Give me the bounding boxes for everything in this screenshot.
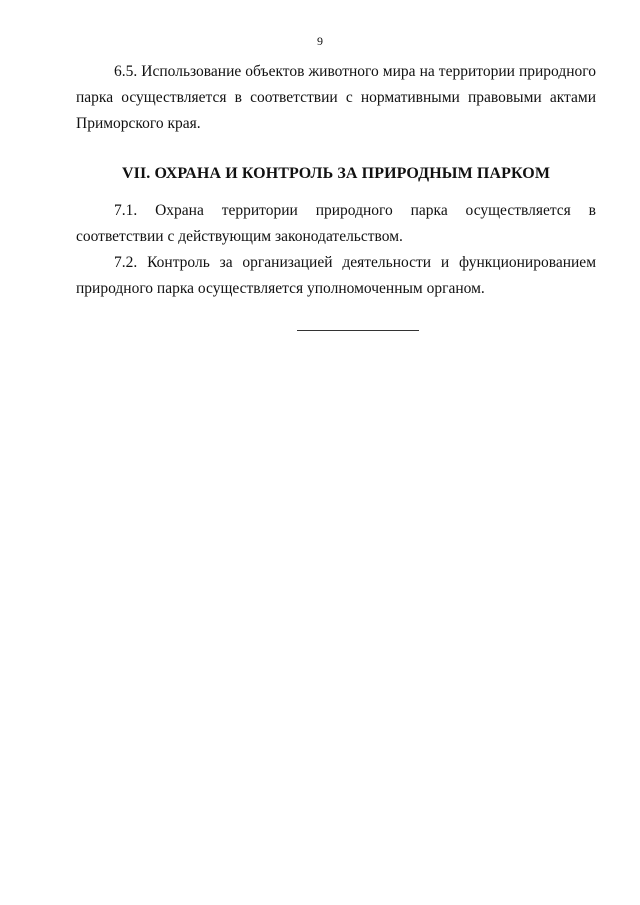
paragraph-6-5: 6.5. Использование объектов животного мира на территории природного парка осуществляется в соответствии с нормативными правовыми актами Приморского края. xyxy=(76,63,596,132)
paragraph-7-2: 7.2. Контроль за организацией деятельности и функционированием природного парка осуществляется уполномоченным органом. xyxy=(76,254,596,297)
paragraph-7-1: 7.1. Охрана территории природного парка осуществляется в соответствии с действующим законодательством. xyxy=(76,202,596,245)
section-heading-7: VII. ОХРАНА И КОНТРОЛЬ ЗА ПРИРОДНЫМ ПАРКОМ xyxy=(121,165,551,182)
document-body xyxy=(76,59,596,302)
page-number: 9 xyxy=(317,34,323,48)
end-divider-line xyxy=(297,330,419,331)
